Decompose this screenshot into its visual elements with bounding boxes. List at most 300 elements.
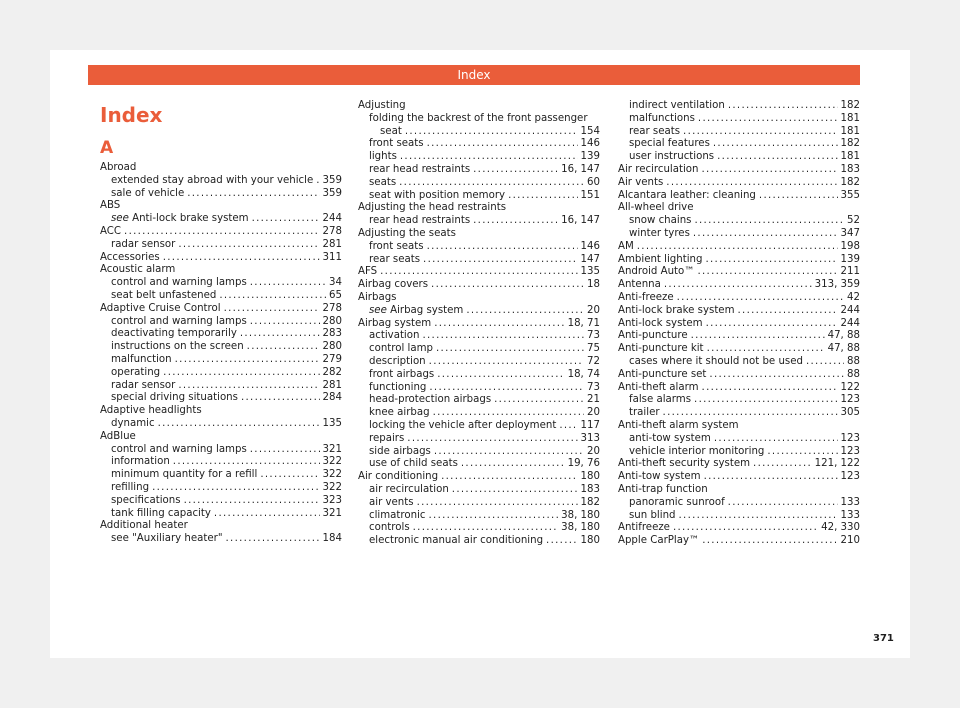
entry-term: Anti-puncture kit (618, 343, 704, 355)
index-entry (100, 367, 342, 380)
index-entry (358, 164, 600, 177)
index-entry (100, 354, 342, 367)
entry-page-ref: 123 (840, 471, 860, 483)
index-entry (100, 469, 342, 482)
index-entry (618, 190, 860, 203)
see-reference: see (369, 304, 387, 316)
entry-term: Anti-theft alarm (618, 381, 699, 393)
entry-page-ref: 182 (840, 100, 860, 111)
index-entry (618, 318, 860, 331)
entry-term: see "Auxiliary heater" (111, 533, 223, 545)
dot-leader (413, 522, 558, 535)
entry-term: Antifreeze (618, 522, 670, 534)
index-entry (100, 495, 342, 508)
entry-term: Android Auto™ (618, 266, 695, 278)
dot-leader (559, 420, 577, 433)
entry-page-ref: 244 (840, 304, 860, 316)
index-entry (618, 164, 860, 177)
entry-term: Alcantara leather: cleaning (618, 189, 756, 201)
entry-term: air recirculation (369, 483, 449, 495)
entry-page-ref: 133 (840, 496, 860, 508)
dot-leader (702, 382, 838, 395)
dot-leader (380, 266, 577, 279)
entry-term: rear seats (369, 253, 421, 265)
entry-page-ref: 146 (580, 138, 600, 150)
entry-page-ref: 280 (322, 315, 342, 327)
index-entry (618, 241, 860, 254)
dot-leader (707, 343, 825, 356)
entry-term: description (369, 355, 426, 367)
index-banner: Index (88, 65, 860, 85)
index-heading: Anti-trap function (618, 483, 708, 495)
entry-page-ref: 88 (847, 355, 860, 367)
entry-page-ref: 182 (580, 496, 600, 508)
entry-page-ref: 42 (847, 291, 860, 303)
entry-page-ref: 122 (840, 381, 860, 393)
entry-term: Air vents (618, 176, 664, 188)
entry-term: user instructions (629, 151, 715, 163)
index-entry (618, 151, 860, 164)
entry-term: deactivating temporarily (111, 328, 237, 340)
entry-page-ref: 347 (840, 227, 860, 239)
entry-page-ref: 20 (587, 304, 600, 316)
entry-term: tank filling capacity (111, 507, 211, 519)
dot-leader (433, 407, 584, 420)
dot-leader (250, 444, 320, 457)
index-entry (358, 433, 600, 446)
index-entry (618, 177, 860, 190)
entry-term: extended stay abroad with your vehicle (111, 174, 314, 186)
entry-page-ref: 147 (580, 253, 600, 265)
dot-leader (250, 277, 326, 290)
index-entry (100, 533, 342, 546)
dot-leader (427, 138, 578, 151)
entry-term: Anti-puncture set (618, 368, 707, 380)
page-number: 371 (873, 633, 894, 644)
dot-leader (664, 279, 812, 292)
index-entry (100, 188, 342, 201)
section-letter: A (100, 138, 114, 158)
index-entry (618, 215, 860, 228)
entry-term: specifications (111, 494, 181, 506)
dot-leader (704, 471, 838, 484)
entry-page-ref: 34 (329, 277, 342, 289)
dot-leader (713, 138, 838, 151)
dot-leader (429, 356, 584, 369)
entry-page-ref: 305 (840, 407, 860, 419)
index-heading: Adjusting (358, 100, 406, 111)
entry-term: malfunction (111, 353, 172, 365)
index-entry (100, 277, 342, 290)
index-heading: Abroad (100, 162, 137, 173)
entry-term: air vents (369, 496, 414, 508)
index-entry (358, 394, 600, 407)
entry-page-ref: 323 (322, 494, 342, 506)
entry-page-ref: 355 (840, 189, 860, 201)
entry-page-ref: 65 (329, 289, 342, 301)
index-entry (358, 241, 600, 254)
index-heading: Adjusting the seats (358, 227, 456, 239)
entry-term: AFS (358, 266, 378, 278)
dot-leader (666, 177, 837, 190)
dot-leader (806, 356, 844, 369)
dot-leader (417, 497, 578, 510)
entry-page-ref: 38, 180 (561, 522, 600, 534)
dot-leader (753, 458, 812, 471)
entry-term: Air conditioning (358, 471, 439, 483)
index-entry (100, 482, 342, 495)
entry-page-ref: 38, 180 (561, 509, 600, 521)
dot-leader (441, 471, 577, 484)
index-entry (618, 126, 860, 139)
dot-leader (717, 151, 837, 164)
entry-term: control and warning lamps (111, 443, 247, 455)
entry-term: head-protection airbags (369, 394, 492, 406)
dot-leader (427, 241, 578, 254)
entry-page-ref: 72 (587, 355, 600, 367)
dot-leader (508, 190, 577, 203)
index-entry (618, 138, 860, 151)
entry-page-ref: 311 (322, 251, 342, 263)
index-entry (100, 508, 342, 521)
index-entry (618, 458, 860, 471)
dot-leader (473, 215, 558, 228)
dot-leader (728, 497, 838, 510)
index-column-1 (100, 162, 342, 546)
dot-leader (767, 446, 837, 459)
entry-page-ref: 42, 330 (821, 522, 860, 534)
dot-leader (241, 392, 320, 405)
dot-leader (184, 495, 320, 508)
index-entry (618, 113, 860, 126)
dot-leader (152, 482, 319, 495)
entry-term: ACC (100, 225, 122, 237)
dot-leader (163, 367, 319, 380)
entry-page-ref: 210 (840, 535, 860, 547)
index-entry (100, 392, 342, 405)
index-entry (100, 175, 342, 188)
index-entry (618, 279, 860, 292)
entry-term: Apple CarPlay™ (618, 535, 700, 547)
entry-page-ref: 313, 359 (814, 279, 860, 291)
index-entry (618, 433, 860, 446)
entry-term: rear seats (629, 125, 681, 137)
entry-term: false alarms (629, 394, 692, 406)
entry-term-text: Anti-lock brake system (132, 213, 249, 225)
index-entry (618, 254, 860, 267)
dot-leader (697, 266, 837, 279)
entry-term: operating (111, 366, 161, 378)
entry-page-ref: 284 (322, 392, 342, 404)
entry-term: indirect ventilation (629, 100, 725, 111)
dot-leader (407, 433, 577, 446)
entry-page-ref: 183 (580, 483, 600, 495)
entry-page-ref: 278 (322, 225, 342, 237)
entry-page-ref: 183 (840, 163, 860, 175)
entry-term: radar sensor (111, 379, 176, 391)
index-heading: AdBlue (100, 430, 136, 442)
index-heading: Adjusting the head restraints (358, 202, 507, 214)
entry-page-ref: 18 (587, 279, 600, 291)
dot-leader (178, 380, 319, 393)
entry-page-ref: 322 (322, 481, 342, 493)
dot-leader (423, 254, 578, 267)
entry-page-ref: 359 (322, 187, 342, 199)
entry-term: Ambient lighting (618, 253, 703, 265)
entry-term: rear head restraints (369, 215, 471, 227)
entry-term: Anti-puncture (618, 330, 688, 342)
index-heading: Adaptive headlights (100, 405, 202, 417)
index-entry (100, 213, 342, 226)
dot-leader (399, 177, 584, 190)
entry-term: vehicle interior monitoring (629, 445, 765, 457)
entry-term: information (111, 456, 170, 468)
entry-term: locking the vehicle after deployment (369, 419, 557, 431)
entry-term: panoramic sunroof (629, 496, 725, 508)
dot-leader (694, 394, 838, 407)
dot-leader (240, 328, 320, 341)
dot-leader (429, 382, 584, 395)
dot-leader (158, 418, 320, 431)
entry-term: special features (629, 138, 710, 150)
dot-leader (709, 369, 844, 382)
index-entry (618, 330, 860, 343)
dot-leader (693, 228, 838, 241)
entry-term: rear head restraints (369, 163, 471, 175)
entry-page-ref: 321 (322, 507, 342, 519)
index-entry (100, 328, 342, 341)
dot-leader (702, 164, 838, 177)
dot-leader (637, 241, 838, 254)
dot-leader (698, 113, 838, 126)
entry-term: Anti-lock system (618, 317, 703, 329)
dot-leader (219, 290, 326, 303)
entry-page-ref: 75 (587, 343, 600, 355)
dot-leader (759, 190, 838, 203)
entry-page-ref: 88 (847, 368, 860, 380)
index-entry (618, 497, 860, 510)
index-entry (358, 535, 600, 548)
dot-leader (494, 394, 584, 407)
entry-term: trailer (629, 407, 660, 419)
entry-page-ref: 60 (587, 176, 600, 188)
entry-page-ref: 244 (322, 213, 342, 225)
entry-page-ref: 151 (580, 189, 600, 201)
entry-page-ref: 16, 147 (561, 215, 600, 227)
index-entry (618, 228, 860, 241)
entry-term: use of child seats (369, 458, 458, 470)
entry-page-ref: 180 (580, 535, 600, 547)
dot-leader (178, 239, 319, 252)
entry-term: sale of vehicle (111, 187, 185, 199)
entry-term: Accessories (100, 251, 160, 263)
dot-leader (250, 316, 320, 329)
index-entry (618, 343, 860, 356)
entry-term: special driving situations (111, 392, 238, 404)
entry-page-ref: 47, 88 (827, 330, 860, 342)
index-heading: Airbags (358, 291, 397, 303)
dot-leader (226, 533, 320, 546)
index-entry (618, 100, 860, 113)
index-entry (358, 305, 600, 318)
dot-leader (214, 508, 320, 521)
entry-page-ref: 135 (322, 417, 342, 429)
entry-page-ref: 117 (580, 419, 600, 431)
dot-leader (434, 446, 584, 459)
entry-term-text: Airbag system (390, 304, 464, 316)
index-entry (100, 303, 342, 316)
index-entry (358, 318, 600, 331)
index-entry (358, 446, 600, 459)
entry-page-ref: 73 (587, 381, 600, 393)
index-entry (100, 456, 342, 469)
index-entry (618, 369, 860, 382)
dot-leader (452, 484, 578, 497)
index-entry (358, 254, 600, 267)
entry-term: malfunctions (629, 112, 695, 124)
entry-page-ref: 278 (322, 302, 342, 314)
index-entry (358, 510, 600, 523)
dot-leader (705, 254, 837, 267)
entry-term (111, 213, 249, 226)
entry-page-ref: 181 (840, 112, 860, 124)
dot-leader (691, 330, 825, 343)
dot-leader (405, 126, 578, 139)
entry-page-ref: 279 (322, 353, 342, 365)
entry-term: cases where it should not be used (629, 355, 803, 367)
index-entry (100, 252, 342, 265)
index-heading: Acoustic alarm (100, 264, 176, 276)
index-entry (618, 446, 860, 459)
index-entry (618, 522, 860, 535)
index-heading: Additional heater (100, 520, 188, 532)
entry-term: control and warning lamps (111, 315, 247, 327)
entry-page-ref: 139 (840, 253, 860, 265)
index-entry (618, 471, 860, 484)
entry-page-ref: 281 (322, 238, 342, 250)
dot-leader (466, 305, 584, 318)
index-entry (358, 420, 600, 433)
dot-leader (400, 151, 578, 164)
index-heading: ABS (100, 200, 121, 212)
dot-leader (714, 433, 838, 446)
index-heading: All-wheel drive (618, 202, 694, 214)
entry-term: AM (618, 240, 634, 252)
dot-leader (429, 510, 559, 523)
index-entry (358, 215, 600, 228)
index-entry (358, 343, 600, 356)
entry-page-ref: 280 (322, 341, 342, 353)
dot-leader (461, 458, 565, 471)
index-entry (100, 239, 342, 252)
index-column-3 (618, 100, 860, 548)
index-entry (618, 356, 860, 369)
index-entry (358, 382, 600, 395)
entry-term: seat (380, 125, 402, 137)
index-entry (358, 407, 600, 420)
dot-leader (663, 407, 838, 420)
index-entry (358, 458, 600, 471)
dot-leader (175, 354, 320, 367)
dot-leader (702, 535, 837, 548)
entry-term: dynamic (111, 417, 155, 429)
index-entry (618, 510, 860, 523)
entry-page-ref: 211 (840, 266, 860, 278)
entry-term: Antenna (618, 279, 661, 291)
entry-page-ref: 139 (580, 151, 600, 163)
dot-leader (437, 369, 564, 382)
index-entry (618, 382, 860, 395)
dot-leader (224, 303, 320, 316)
entry-term: sun blind (629, 509, 676, 521)
index-entry (618, 394, 860, 407)
entry-page-ref: 133 (840, 509, 860, 521)
dot-leader (473, 164, 558, 177)
index-entry (100, 316, 342, 329)
index-entry (618, 305, 860, 318)
entry-term: control and warning lamps (111, 277, 247, 289)
entry-page-ref: 47, 88 (827, 343, 860, 355)
entry-term: knee airbag (369, 407, 430, 419)
entry-page-ref: 322 (322, 469, 342, 481)
index-heading: folding the backrest of the front passenger (369, 112, 588, 124)
entry-term: control lamp (369, 343, 434, 355)
index-entry (618, 535, 860, 548)
dot-leader (316, 175, 319, 188)
entry-page-ref: 281 (322, 379, 342, 391)
index-entry (100, 226, 342, 239)
entry-term: activation (369, 330, 420, 342)
entry-term: front airbags (369, 368, 435, 380)
entry-page-ref: 123 (840, 394, 860, 406)
dot-leader (260, 469, 319, 482)
index-entry (358, 497, 600, 510)
index-entry (358, 138, 600, 151)
dot-leader (694, 215, 844, 228)
dot-leader (677, 292, 844, 305)
index-entry (358, 151, 600, 164)
index-entry (358, 356, 600, 369)
dot-leader (163, 252, 320, 265)
see-reference: see (111, 213, 129, 225)
entry-page-ref: 180 (580, 471, 600, 483)
entry-page-ref: 135 (580, 266, 600, 278)
dot-leader (431, 279, 584, 292)
entry-term: Anti-freeze (618, 291, 674, 303)
entry-page-ref: 181 (840, 125, 860, 137)
index-entry (358, 471, 600, 484)
entry-term: Airbag covers (358, 279, 429, 291)
index-entry (358, 177, 600, 190)
dot-leader (187, 188, 319, 201)
dot-leader (728, 100, 838, 113)
index-entry (100, 341, 342, 354)
entry-term: Air recirculation (618, 163, 699, 175)
index-entry (618, 266, 860, 279)
dot-leader (434, 318, 564, 331)
entry-page-ref: 52 (847, 215, 860, 227)
dot-leader (124, 226, 320, 239)
entry-page-ref: 20 (587, 445, 600, 457)
entry-page-ref: 322 (322, 456, 342, 468)
entry-term: instructions on the screen (111, 341, 244, 353)
entry-term: front seats (369, 240, 424, 252)
entry-term: seat belt unfastened (111, 289, 217, 301)
dot-leader (738, 305, 838, 318)
entry-term: seat with position memory (369, 189, 506, 201)
entry-term: refilling (111, 481, 150, 493)
entry-term: repairs (369, 432, 405, 444)
